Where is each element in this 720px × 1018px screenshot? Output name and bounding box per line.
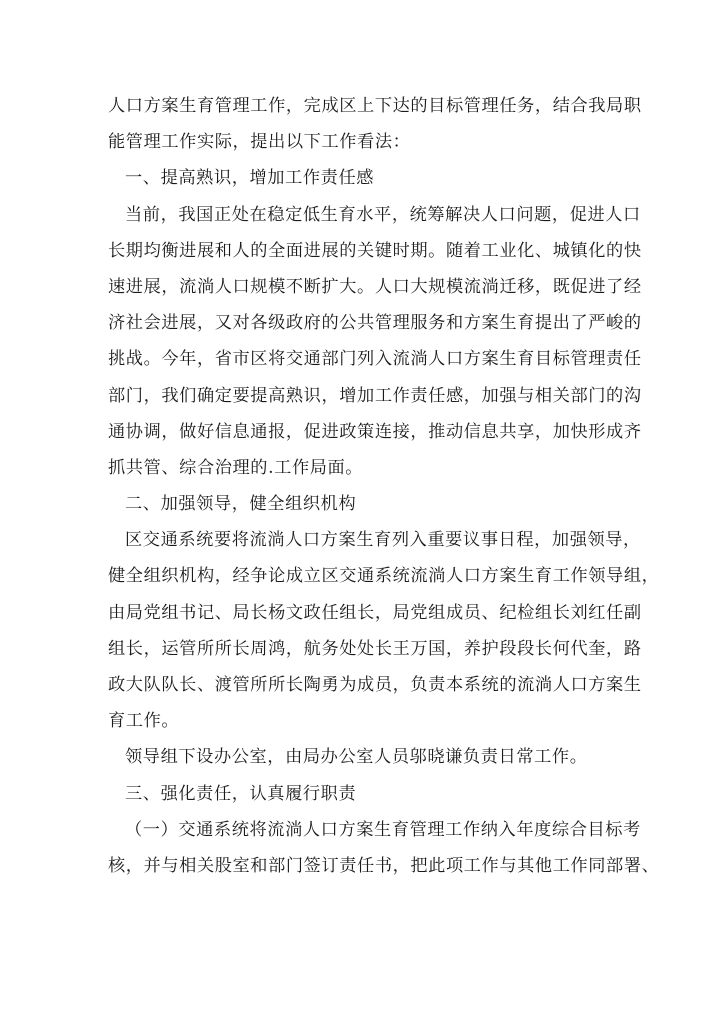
section-heading: 三、强化责任，认真履行职责 [125, 783, 357, 804]
text-line: 育工作。 [108, 711, 180, 732]
text-line: 核，并与相关股室和部门签订责任书，把此项工作与其他工作同部署、 [108, 855, 660, 876]
text-line: 领导组下设办公室，由局办公室人员邬晓谦负责日常工作。 [125, 747, 588, 768]
text-line: 能管理工作实际，提出以下工作看法： [108, 132, 411, 153]
text-line: 长期均衡进展和人的全面进展的关键时期。随着工业化、城镇化的快 [108, 240, 642, 261]
text-line: 区交通系统要将流淌人口方案生育列入重要议事日程，加强领导， [125, 530, 641, 551]
text-line: 组长，运管所所长周鸿，航务处处长王万国，养护段段长何代奎，路 [108, 638, 642, 659]
section-heading: 二、加强领导，健全组织机构 [125, 494, 357, 515]
text-line: 部门，我们确定要提高熟识，增加工作责任感，加强与相关部门的沟 [108, 385, 642, 406]
section-heading: 一、提高熟识，增加工作责任感 [125, 168, 375, 189]
text-line: 政大队队长、渡管所所长陶勇为成员，负责本系统的流淌人口方案生 [108, 675, 642, 695]
text-line: 挑战。今年，省市区将交通部门列入流淌人口方案生育目标管理责任 [108, 349, 642, 370]
document-body [108, 88, 660, 884]
text-line: （一）交通系统将流淌人口方案生育管理工作纳入年度综合目标考 [125, 819, 641, 840]
text-line: 抓共管、综合治理的.工作局面。 [108, 457, 364, 478]
text-line: 通协调，做好信息通报，促进政策连接，推动信息共享，加快形成齐 [108, 421, 642, 442]
text-line: 速进展，流淌人口规模不断扩大。人口大规模流淌迁移，既促进了经 [108, 276, 642, 297]
text-line: 济社会进展，又对各级政府的公共管理服务和方案生育提出了严峻的 [108, 313, 642, 334]
text-line: 当前，我国正处在稳定低生育水平，统筹解决人口问题，促进人口 [125, 204, 641, 225]
text-line: 由局党组书记、局长杨文政任组长，局党组成员、纪检组长刘红任副 [108, 602, 642, 623]
text-line: 健全组织机构，经争论成立区交通系统流淌人口方案生育工作领导组， [108, 566, 660, 587]
text-line: 人口方案生育管理工作，完成区上下达的目标管理任务，结合我局职 [108, 96, 642, 116]
